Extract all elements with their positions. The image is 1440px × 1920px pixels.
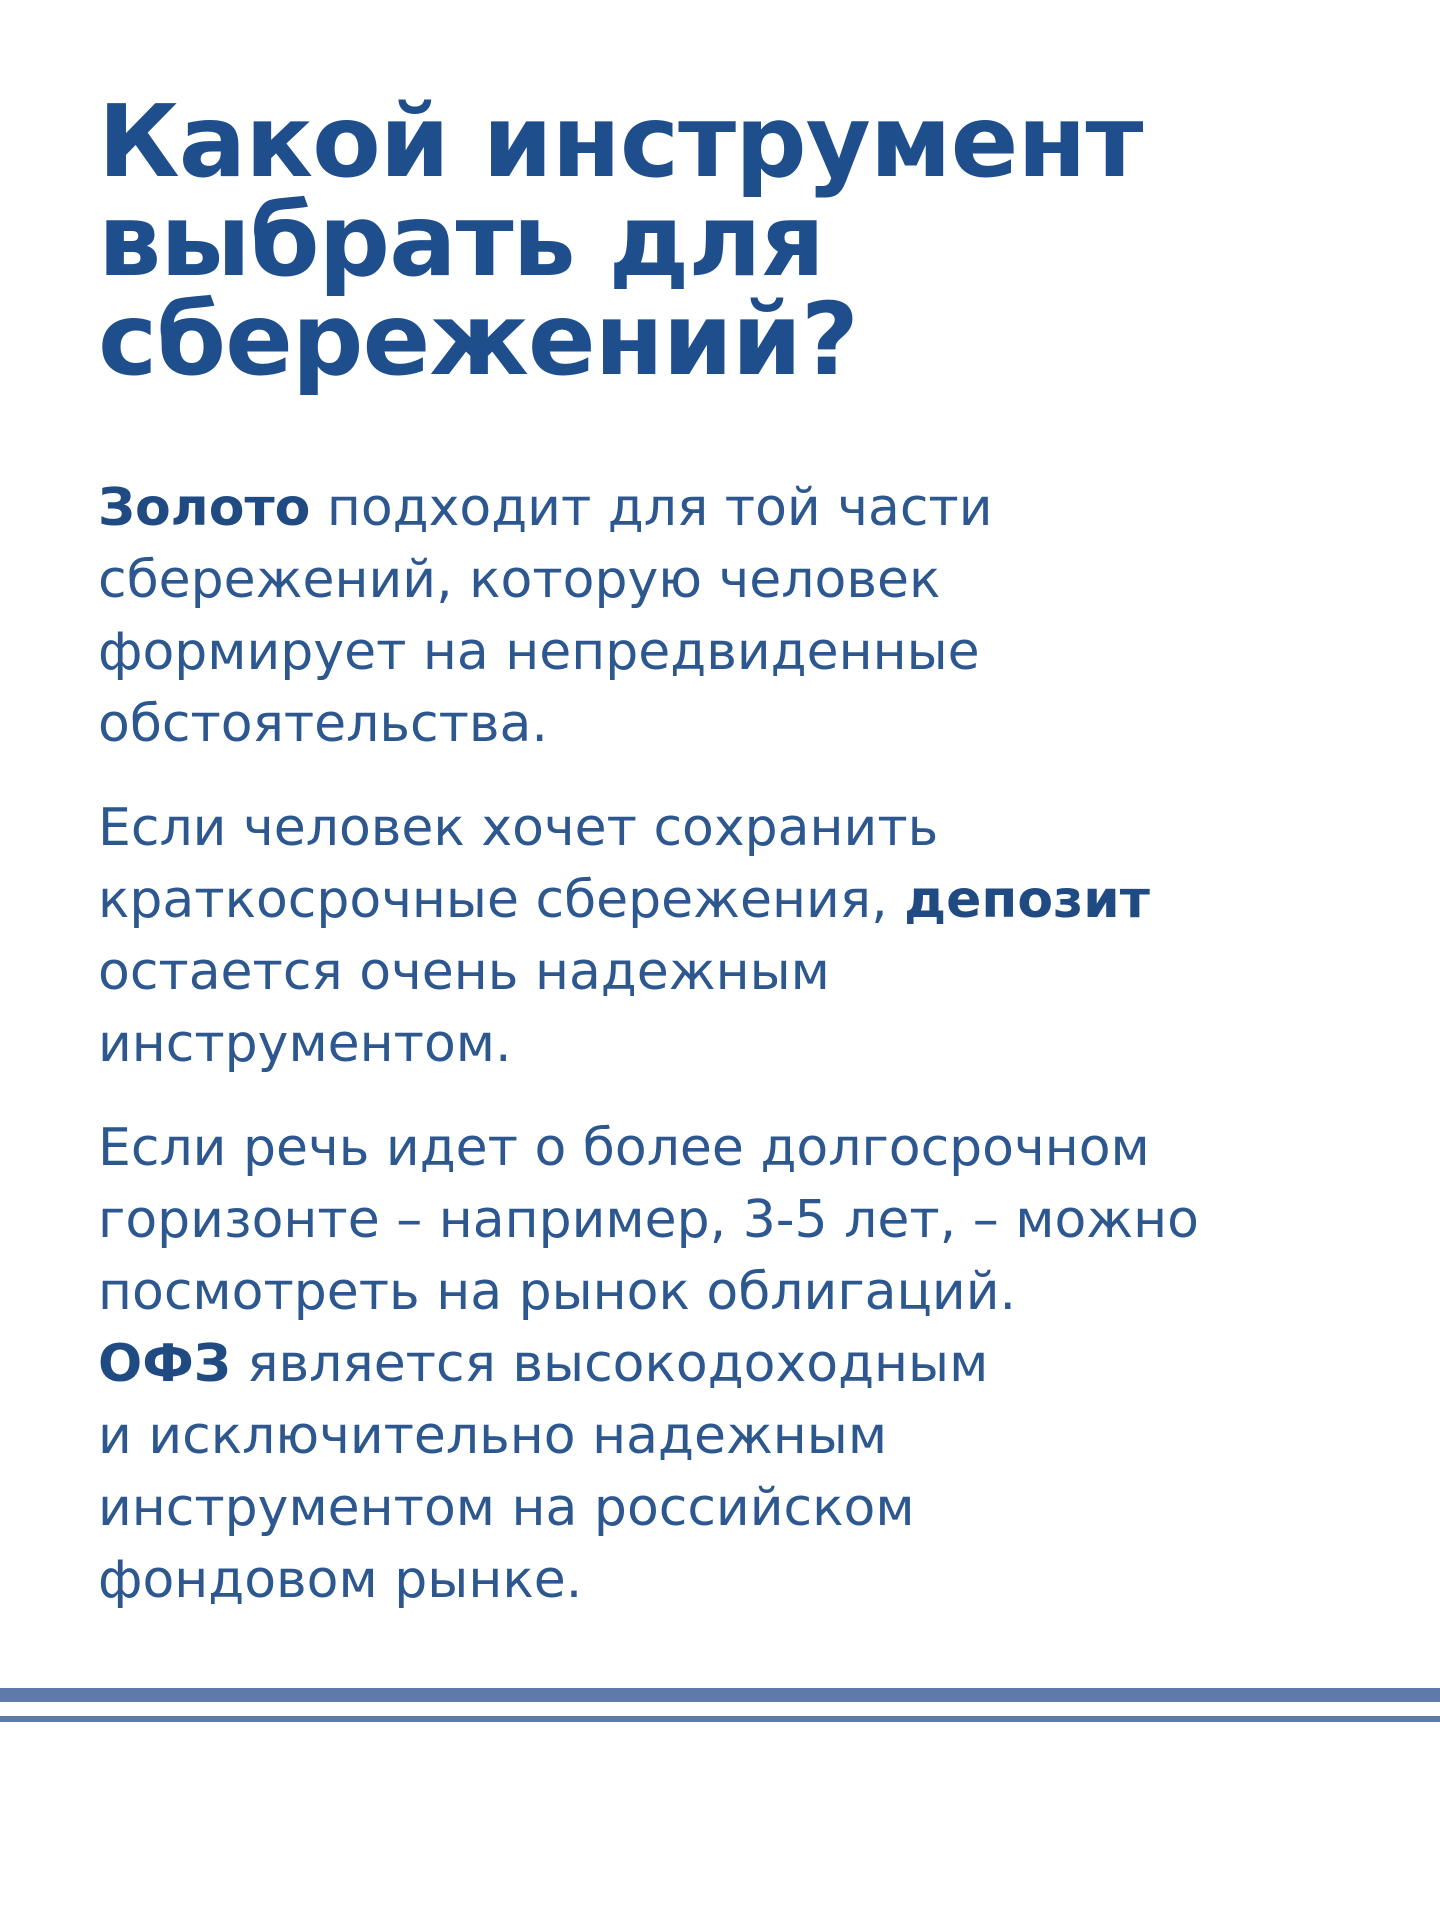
paragraph-bonds-line-1: Если речь идет о более долгосрочном: [98, 1118, 1150, 1178]
paragraph-bonds-line-7: фондовом рынке.: [98, 1550, 583, 1610]
paragraph-gold-line-1: [98, 472, 993, 544]
paragraph-gold-line-2: сбережений, которую человек: [98, 550, 941, 610]
paragraph-bonds-line-6: инструментом на российском: [98, 1478, 915, 1538]
paragraph-deposit-line-1: Если человек хочет сохранить: [98, 798, 939, 858]
paragraph-bonds-line-3: посмотреть на рынок облигаций.: [98, 1262, 1017, 1322]
paragraph-gold-line-4: обстоятельства.: [98, 694, 548, 754]
main-content: [98, 83, 1388, 1610]
keyword-gold: Золото: [98, 478, 311, 538]
title-line-2: выбрать для: [98, 182, 824, 299]
paragraph-deposit-line-4: инструментом.: [98, 1014, 512, 1074]
title-line-1: Какой инструмент: [98, 83, 1143, 200]
paragraph-deposit: [98, 792, 1150, 1080]
paragraph-deposit-line-3: остается очень надежным: [98, 942, 830, 1002]
paragraph-bonds-line-2: горизонте – например, 3-5 лет, – можно: [98, 1190, 1199, 1250]
keyword-deposit: депозит: [904, 870, 1150, 930]
paragraph-gold-line-3: формирует на непредвиденные: [98, 622, 980, 682]
paragraph-bonds-line-4: [98, 1328, 1199, 1400]
paragraph-deposit-line-2-pre: краткосрочные сбережения,: [98, 870, 905, 930]
decorative-stripe-thick: [0, 1688, 1440, 1702]
paragraph-bonds-line-4-rest: является высокодоходным: [230, 1334, 989, 1394]
keyword-ofz: ОФЗ: [98, 1334, 231, 1394]
paragraph-gold-line-1-rest: подходит для той части: [310, 478, 993, 538]
decorative-stripe-thin: [0, 1716, 1440, 1722]
paragraph-bonds: [98, 1112, 1199, 1616]
title-line-3: сбережений?: [98, 281, 858, 398]
paragraph-deposit-line-2: [98, 864, 1150, 936]
paragraph-bonds-line-5: и исключительно надежным: [98, 1406, 888, 1466]
page-title: [98, 83, 1388, 398]
paragraph-gold: [98, 472, 993, 760]
